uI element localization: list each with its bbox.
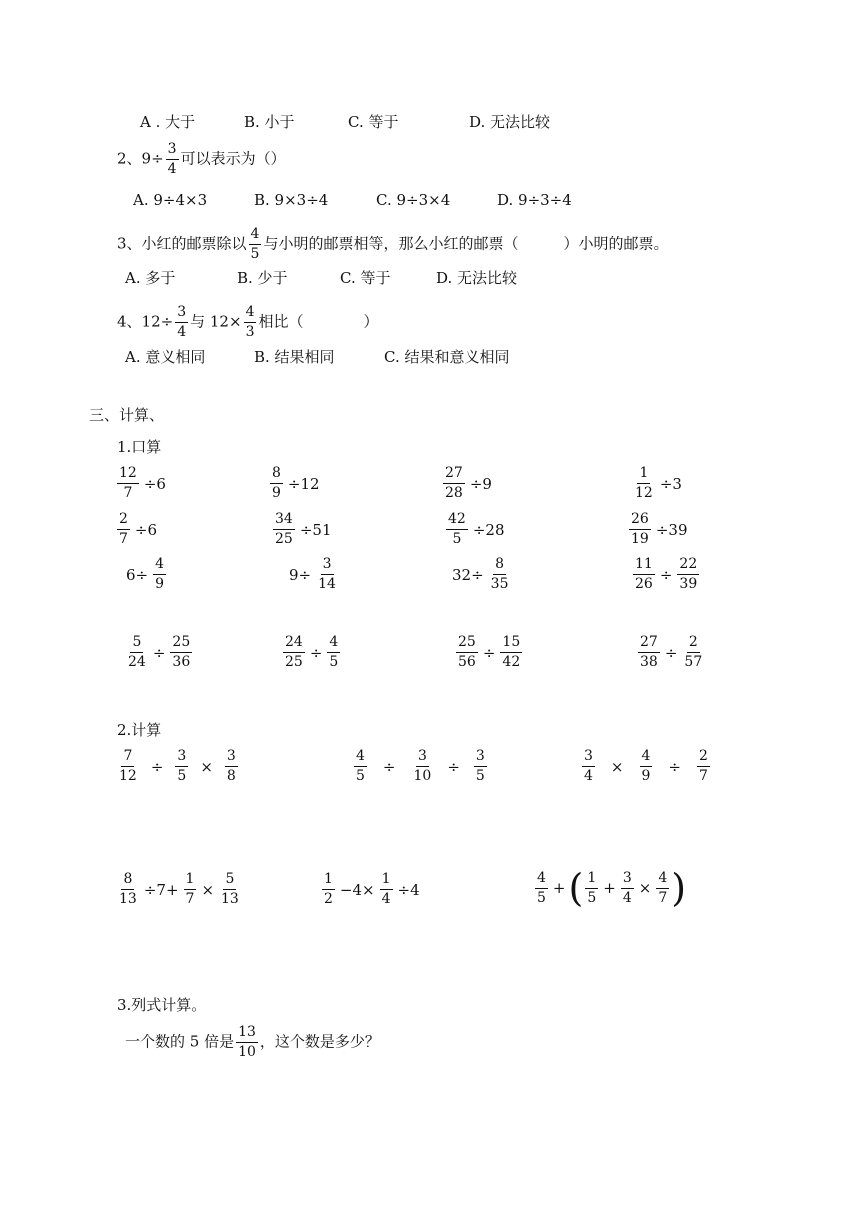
- numerator: 1: [637, 465, 650, 484]
- numerator: 4: [249, 226, 262, 245]
- calc-expr-6: [533, 868, 686, 908]
- denominator: 9: [641, 768, 651, 784]
- oral-r4-c1: [124, 634, 194, 671]
- fraction: [633, 556, 655, 593]
- operator: ×: [200, 757, 213, 776]
- q2-option-b: B. 9×3÷4: [254, 191, 329, 209]
- q1-option-d: D. 无法比较: [469, 113, 551, 131]
- oral-r3-c4: [631, 556, 701, 593]
- numerator: 2: [697, 748, 710, 767]
- numerator: 3: [225, 748, 238, 767]
- q2-option-c: C. 9÷3×4: [376, 191, 451, 209]
- denominator: 5: [250, 246, 260, 262]
- q3-option-d: D. 无法比较: [436, 269, 518, 287]
- denominator: 5: [452, 531, 462, 547]
- operator: ÷6: [134, 520, 158, 539]
- denominator: 5: [587, 889, 597, 906]
- fraction: [456, 634, 478, 671]
- oral-r3-c1: [123, 556, 168, 593]
- fraction: [677, 556, 699, 593]
- denominator: 5: [329, 654, 339, 670]
- denominator: 25: [285, 654, 303, 670]
- oral-r4-c3: [454, 634, 524, 671]
- numerator: 1: [380, 871, 393, 890]
- operator: 6÷: [126, 565, 149, 584]
- oral-r4-c2: [281, 634, 342, 671]
- calc-expr-5: [320, 871, 423, 908]
- fraction: [412, 748, 434, 785]
- q3-suffix: 与小明的邮票相等，那么小红的邮票（ ）小明的邮票。: [263, 234, 669, 253]
- denominator: 13: [119, 891, 137, 907]
- fraction: [633, 465, 655, 502]
- q3-option-b: B. 少于: [237, 269, 288, 287]
- oral-r3-c3: [449, 556, 512, 593]
- denominator: 19: [631, 531, 649, 547]
- oral-r1-c3: [441, 465, 495, 502]
- fraction: [535, 870, 548, 907]
- operator: 9÷: [289, 565, 312, 584]
- denominator: 13: [221, 891, 239, 907]
- numerator: 3: [175, 304, 188, 323]
- numerator: 11: [633, 556, 655, 575]
- fraction: [117, 465, 139, 502]
- denominator: 4: [167, 161, 177, 177]
- denominator: 7: [185, 891, 195, 907]
- q2-option-a: A. 9÷4×3: [133, 191, 208, 209]
- denominator: 5: [177, 768, 187, 784]
- fraction: [153, 556, 166, 593]
- denominator: 9: [272, 485, 281, 501]
- section-title: 三、计算、: [89, 406, 165, 424]
- denominator: 12: [635, 485, 653, 501]
- calc-expr-2: [352, 748, 489, 785]
- fraction: [489, 556, 511, 593]
- denominator: 57: [684, 654, 703, 670]
- fraction: [184, 871, 197, 908]
- calc-expr-3: [580, 748, 712, 785]
- oral-r2-c1: [115, 511, 160, 548]
- listing-suffix: ，这个数是多少？: [259, 1032, 380, 1051]
- fraction: [219, 871, 241, 908]
- oral-r2-c4: [627, 511, 690, 548]
- operator: (: [568, 866, 584, 910]
- denominator: 4: [584, 768, 593, 784]
- q2-stem: [117, 141, 286, 178]
- fraction: [697, 748, 710, 785]
- oral-r2-c2: [271, 511, 334, 548]
- denominator: 2: [324, 891, 333, 907]
- oral-r1-c2: [268, 465, 323, 502]
- fraction: [354, 748, 367, 785]
- oral-r2-c3: [444, 511, 507, 548]
- denominator: 39: [679, 576, 698, 592]
- fraction: [170, 634, 192, 671]
- numerator: 3: [175, 748, 188, 767]
- oral-r4-c4: [636, 634, 706, 671]
- numerator: 3: [166, 141, 179, 160]
- denominator: 28: [445, 485, 463, 501]
- fraction: [500, 634, 522, 671]
- denominator: 4: [622, 889, 632, 906]
- denominator: 9: [155, 576, 165, 592]
- fraction: [322, 871, 335, 908]
- q3-option-a: A. 多于: [125, 269, 176, 287]
- denominator: 24: [128, 654, 146, 670]
- fraction: [629, 511, 651, 548]
- denominator: 7: [119, 531, 128, 547]
- operator: ÷28: [472, 520, 505, 539]
- fraction: [474, 748, 487, 785]
- numerator: 24: [283, 634, 305, 653]
- denominator: 12: [119, 768, 137, 784]
- operator: ÷6: [143, 474, 166, 493]
- fraction: [273, 511, 295, 548]
- numerator: 4: [327, 634, 340, 653]
- numerator: 3: [321, 556, 334, 575]
- q4-prefix: 4、12÷: [117, 312, 174, 331]
- q4-middle: 与 12×: [190, 312, 242, 331]
- fraction: [638, 634, 660, 671]
- operator: ×: [610, 757, 624, 776]
- operator: ): [671, 866, 687, 910]
- fraction: [621, 870, 634, 907]
- q1-option-c: C. 等于: [348, 113, 399, 131]
- numerator: 3: [582, 748, 595, 767]
- fraction: [380, 871, 393, 908]
- fraction: [585, 870, 598, 907]
- operator: ×: [638, 879, 652, 897]
- numerator: 2: [687, 634, 700, 653]
- calc-expr-1: [115, 748, 240, 785]
- numerator: 15: [500, 634, 522, 653]
- q2-fraction: [166, 141, 179, 178]
- numerator: 5: [130, 634, 143, 653]
- oral-r1-c4: [631, 465, 685, 502]
- operator: ÷9: [469, 474, 492, 493]
- numerator: 12: [117, 465, 139, 484]
- q4-option-c: C. 结果和意义相同: [384, 348, 510, 366]
- fraction: [117, 748, 139, 785]
- denominator: 38: [640, 654, 658, 670]
- numerator: 13: [236, 1024, 258, 1043]
- fraction: [225, 748, 238, 785]
- operator: −4×: [339, 880, 375, 899]
- numerator: 25: [456, 634, 478, 653]
- numerator: 27: [443, 465, 465, 484]
- fraction: [327, 634, 340, 671]
- operator: ÷: [664, 643, 678, 662]
- denominator: 25: [275, 531, 293, 547]
- q3-fraction: [249, 226, 262, 263]
- numerator: 8: [493, 556, 506, 575]
- operator: ÷: [482, 643, 496, 662]
- listing-prefix: 一个数的 5 倍是: [125, 1032, 235, 1051]
- fraction: [117, 511, 130, 548]
- q3-stem: [117, 226, 668, 263]
- q1-option-a: A . 大于: [140, 113, 196, 131]
- numerator: 1: [184, 871, 197, 890]
- operator: ÷51: [299, 520, 332, 539]
- denominator: 56: [458, 654, 476, 670]
- operator: 32÷: [452, 565, 484, 584]
- calc-expr-4: [115, 871, 243, 908]
- denominator: 5: [537, 889, 546, 906]
- q2-prefix: 2、9÷: [117, 149, 164, 168]
- numerator: 26: [629, 511, 651, 530]
- denominator: 4: [177, 324, 187, 340]
- numerator: 3: [416, 748, 429, 767]
- fraction: [656, 870, 669, 907]
- operator: ÷: [382, 757, 396, 776]
- numerator: 22: [677, 556, 699, 575]
- denominator: 5: [475, 768, 485, 784]
- fraction: [443, 465, 465, 502]
- numerator: 27: [638, 634, 660, 653]
- numerator: 4: [153, 556, 166, 575]
- fraction: [582, 748, 595, 785]
- q4-option-a: A. 意义相同: [125, 348, 206, 366]
- denominator: 8: [226, 768, 236, 784]
- fraction: [446, 511, 468, 548]
- denominator: 36: [172, 654, 191, 670]
- fraction: [270, 465, 283, 502]
- listing-fraction: [236, 1024, 258, 1061]
- q3-option-c: C. 等于: [340, 269, 391, 287]
- numerator: 1: [322, 871, 335, 890]
- numerator: 7: [121, 748, 134, 767]
- numerator: 3: [474, 748, 487, 767]
- numerator: 8: [121, 871, 134, 890]
- denominator: 10: [413, 768, 432, 784]
- operator: ÷: [150, 757, 164, 776]
- numerator: 3: [621, 870, 634, 889]
- oral-r1-c1: [115, 465, 169, 502]
- denominator: 3: [245, 324, 255, 340]
- denominator: 42: [502, 654, 521, 670]
- fraction: [682, 634, 704, 671]
- operator: ÷: [668, 757, 681, 776]
- operator: ÷: [152, 643, 166, 662]
- denominator: 7: [699, 768, 708, 784]
- calc-title: 2.计算: [117, 721, 162, 739]
- denominator: 7: [658, 889, 668, 906]
- fraction: [640, 748, 653, 785]
- fraction: [117, 871, 139, 908]
- operator: ÷12: [287, 474, 320, 493]
- fraction: [316, 556, 338, 593]
- numerator: 4: [640, 748, 653, 767]
- operator: +: [603, 879, 616, 897]
- numerator: 4: [354, 748, 367, 767]
- numerator: 4: [244, 304, 257, 323]
- q4-option-b: B. 结果相同: [254, 348, 335, 366]
- denominator: 14: [318, 576, 336, 592]
- operator: ÷3: [659, 474, 682, 493]
- q3-prefix: 3、小红的邮票除以: [117, 234, 247, 253]
- numerator: 5: [223, 871, 236, 890]
- numerator: 4: [535, 870, 548, 889]
- listing-title: 3.列式计算。: [117, 996, 207, 1014]
- operator: ÷39: [655, 520, 688, 539]
- q4-suffix: 相比（ ）: [258, 312, 379, 331]
- numerator: 25: [170, 634, 192, 653]
- q4-fraction-2: [244, 304, 257, 341]
- operator: ÷7+: [143, 880, 179, 899]
- q4-stem: [117, 304, 379, 341]
- denominator: 35: [490, 576, 509, 592]
- q1-option-b: B. 小于: [244, 113, 295, 131]
- numerator: 2: [117, 511, 130, 530]
- q2-option-d: D. 9÷3÷4: [497, 191, 572, 209]
- oral-title: 1.口算: [117, 438, 162, 456]
- operator: ÷: [659, 565, 673, 584]
- denominator: 10: [238, 1044, 256, 1060]
- numerator: 34: [273, 511, 295, 530]
- numerator: 4: [656, 870, 669, 889]
- listing-question: [125, 1024, 380, 1061]
- fraction: [175, 748, 188, 785]
- numerator: 42: [446, 511, 468, 530]
- fraction: [283, 634, 305, 671]
- oral-r3-c2: [286, 556, 340, 593]
- operator: ÷: [309, 643, 323, 662]
- numerator: 1: [585, 870, 598, 889]
- denominator: 7: [123, 485, 133, 501]
- operator: +: [552, 879, 566, 897]
- numerator: 8: [270, 465, 283, 484]
- q4-fraction-1: [175, 304, 188, 341]
- operator: ÷4: [397, 880, 420, 899]
- denominator: 5: [356, 768, 365, 784]
- operator: ÷: [447, 757, 460, 776]
- denominator: 26: [635, 576, 653, 592]
- fraction: [126, 634, 148, 671]
- denominator: 4: [381, 891, 391, 907]
- operator: ×: [201, 880, 215, 899]
- q2-suffix: 可以表示为（）: [180, 149, 286, 168]
